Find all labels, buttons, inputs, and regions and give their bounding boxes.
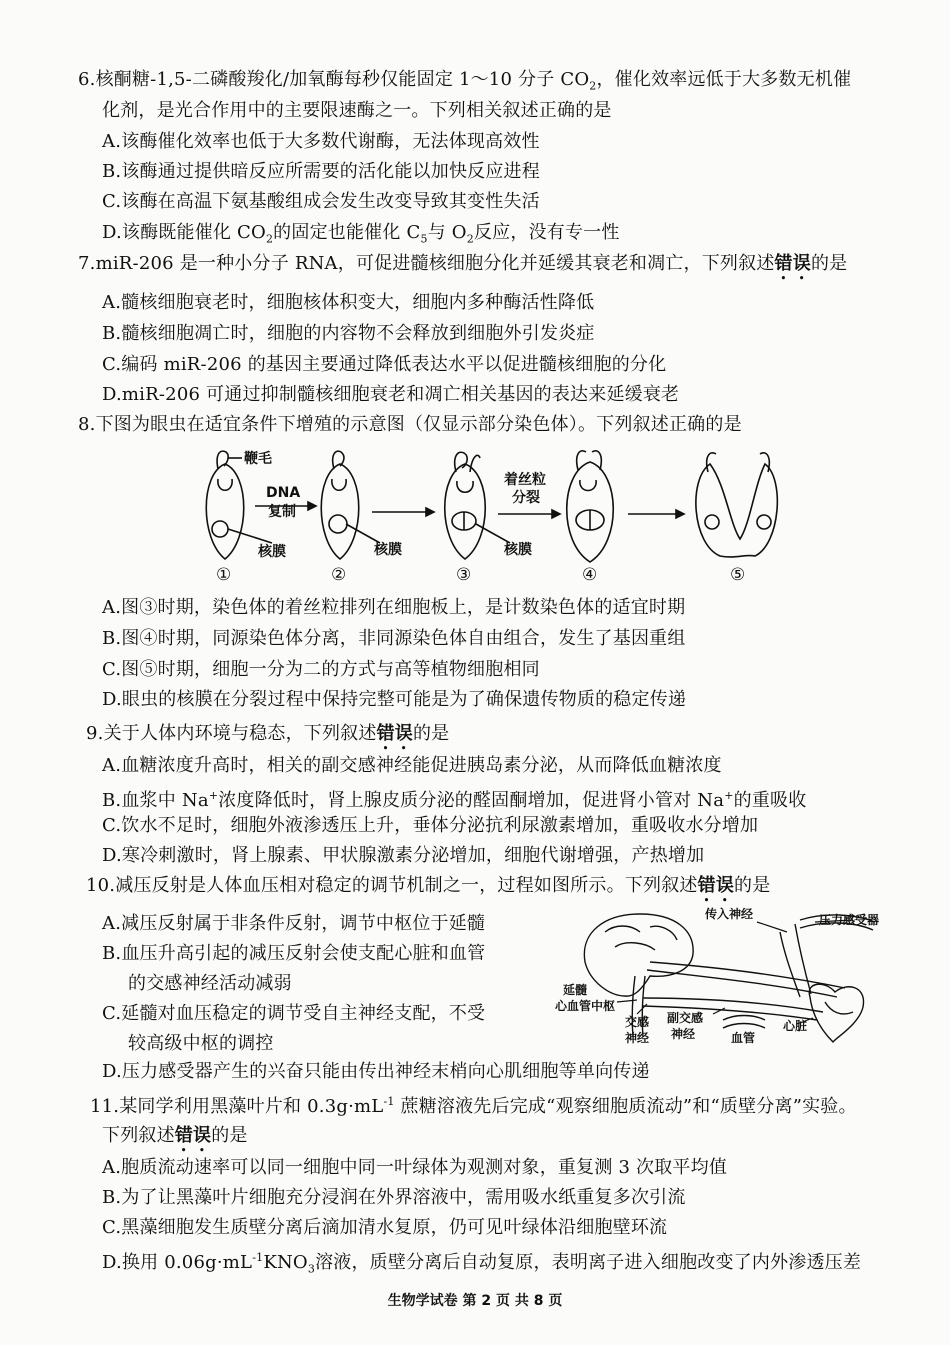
q11-d-tail: 溶液，质壁分离后自动复原，表明离子进入细胞改变了内外渗透压差 [315, 1252, 862, 1273]
dna-label: DNA [266, 485, 301, 501]
q6-stem-line1 [78, 68, 851, 99]
stage-label-5: ⑤ [730, 565, 746, 584]
q10-emphasis: 错误 [697, 875, 735, 896]
page-footer: 生物学试卷 第 2 页 共 8 页 [387, 1293, 563, 1309]
q9-stem-text: 9.关于人体内环境与稳态，下列叙述 [86, 723, 377, 744]
q9-emphasis: 错误 [376, 723, 413, 744]
division-label: 分裂 [512, 490, 540, 506]
q7-stem [78, 252, 847, 284]
nucleus-2 [329, 515, 347, 533]
q11-option-d [102, 1246, 861, 1282]
sympathetic-label-b: 神经 [625, 1031, 650, 1045]
q8-option-d: D.眼虫的核膜在分裂过程中保持完整可能是为了确保遗传物质的稳定传递 [102, 689, 687, 710]
stage-label-4: ④ [582, 565, 598, 584]
nucleus-5b [757, 515, 771, 529]
q10-option-c-line2: 较高级中枢的调控 [128, 1033, 274, 1054]
brain-outline [584, 914, 693, 996]
q7-emphasis: 错误 [774, 253, 811, 274]
baroreflex-figure [555, 902, 900, 1050]
q9-option-c: C.饮水不足时，细胞外液渗透压上升，垂体分泌抗利尿激素增加，重吸收水分增加 [102, 815, 759, 836]
baroreceptor-label: 压力感受器 [819, 913, 880, 927]
q7-option-d: D.miR-206 可通过抑制髓核细胞衰老和凋亡相关基因的表达来延缓衰老 [102, 384, 680, 405]
membrane-leader-1 [228, 529, 272, 543]
q11-option-b: B.为了让黑藻叶片细胞充分浸润在外界溶液中，需用吸水纸重复多次引流 [102, 1187, 686, 1208]
q11-stem-text: 11.某同学利用黑藻叶片和 0.3g·mL [90, 1096, 384, 1117]
medulla-leader [617, 1000, 637, 1002]
q6-d-sub2: 5 [420, 232, 428, 246]
euglena-cell-5 [696, 464, 777, 557]
q11-emphasis: 错误 [174, 1125, 212, 1146]
q10-option-a: A.减压反射属于非条件反射，调节中枢位于延髓 [102, 913, 486, 934]
membrane-leader-2 [346, 524, 380, 543]
nucleus-5a [705, 515, 719, 529]
q9-stem [86, 722, 449, 754]
q7-stem-post: 的是 [810, 253, 848, 274]
afferent-leader [757, 922, 787, 932]
q6-sub: 2 [589, 79, 597, 93]
q6-stem-tail: ，催化效率远低于大多数无机催 [596, 69, 852, 90]
stage-label-1: ① [216, 565, 232, 584]
q7-option-c: C.编码 miR-206 的基因主要通过降低表达水平以促进髓核细胞的分化 [102, 354, 667, 375]
q6-stem-text: 6.核酮糖-1,5-二磷酸羧化/加氧酶每秒仅能固定 1～10 分子 CO [78, 69, 590, 90]
q10-option-d: D.压力感受器产生的兴奋只能由传出神经末梢向心肌细胞等单向传递 [102, 1061, 650, 1082]
afferent-label: 传入神经 [705, 907, 754, 921]
q7-option-b: B.髓核细胞凋亡时，细胞的内容物不会释放到细胞外引发炎症 [102, 323, 595, 344]
euglena-cell-1 [206, 464, 244, 559]
q11-stem2-post: 的是 [211, 1125, 248, 1146]
q8-option-c: C.图⑤时期，细胞一分为二的方式与高等植物细胞相同 [102, 659, 540, 680]
q11-d-text: D.换用 0.06g·mL [102, 1252, 253, 1273]
q11-stem-post: 蔗糖溶液先后完成“观察细胞质流动”和“质壁分离”实验。 [394, 1096, 857, 1117]
stage-label-3: ③ [456, 565, 472, 584]
membrane-label-1: 核膜 [258, 544, 286, 560]
medulla-label-b: 心血管中枢 [555, 999, 616, 1013]
q6-option-d [102, 221, 620, 252]
q7-option-a: A.髓核细胞衰老时，细胞核体积变大，细胞内多种酶活性降低 [102, 292, 595, 313]
q11-stem2-text: 下列叙述 [102, 1125, 175, 1146]
q9-b-sup2: + [724, 789, 734, 802]
q11-stem-line2 [102, 1124, 248, 1156]
q11-stem-sup: -1 [383, 1095, 395, 1108]
q6-option-a: A.该酶催化效率也低于大多数代谢酶，无法体现高效性 [102, 131, 540, 152]
euglena-division-figure [180, 444, 820, 584]
q9-option-d: D.寒冷刺激时，肾上腺素、甲状腺激素分泌增加，细胞代谢增强，产热增加 [102, 845, 705, 866]
q6-d-tail: 反应，没有专一性 [473, 222, 620, 243]
membrane-label-2: 核膜 [374, 542, 402, 558]
q6-d-mid2: 与 O [427, 222, 467, 243]
q11-d-sup: -1 [252, 1251, 264, 1264]
centromere-label: 着丝粒 [504, 472, 546, 488]
q6-option-c: C.该酶在高温下氨基酸组成会发生改变导致其变性失活 [102, 191, 540, 212]
q6-d-mid: 的固定也能催化 C [273, 222, 421, 243]
q6-option-b: B.该酶通过提供暗反应所需要的活化能以加快反应进程 [102, 161, 540, 182]
q11-d-mid: KNO [263, 1252, 308, 1273]
q8-option-b: B.图④时期，同源染色体分离，非同源染色体自由组合，发生了基因重组 [102, 628, 686, 649]
parasympathetic-label-b: 神经 [671, 1027, 696, 1041]
nucleus-1 [212, 521, 228, 537]
euglena-cell-2 [321, 464, 359, 559]
q6-d-sub3: 2 [466, 232, 474, 246]
q11-d-sub: 3 [307, 1262, 316, 1276]
q7-stem-text: 7.miR-206 是一种小分子 RNA，可促进髓核细胞分化并延缓其衰老和凋亡，下列叙述 [78, 253, 775, 274]
replication-label: 复制 [268, 504, 296, 520]
flagellum-label: 鞭毛 [244, 451, 272, 467]
stage-label-2: ② [331, 565, 347, 584]
q9-option-b [102, 784, 806, 813]
q9-b-mid: 浓度降低时，肾上腺皮质分泌的醛固酮增加，促进肾小管对 Na [218, 790, 725, 811]
q9-stem-post: 的是 [412, 723, 450, 744]
q9-b-tail: 的重吸收 [733, 790, 807, 811]
q11-option-c: C.黑藻细胞发生质壁分离后滴加清水复原，仍可见叶绿体沿细胞壁环流 [102, 1217, 668, 1238]
q8-stem: 8.下图为眼虫在适宜条件下增殖的示意图（仅显示部分染色体）。下列叙述正确的是 [78, 414, 742, 435]
vessel-label: 血管 [731, 1031, 756, 1045]
membrane-label-3: 核膜 [504, 542, 532, 558]
parasympathetic-label-a: 副交感 [667, 1011, 704, 1025]
sympathetic-label-a: 交感 [625, 1015, 650, 1029]
q10-option-b-line2: 的交感神经活动减弱 [128, 973, 292, 994]
medulla-label-a: 延髓 [563, 983, 588, 997]
q6-d-sub1: 2 [265, 232, 274, 246]
q10-stem-post: 的是 [734, 875, 771, 896]
q9-option-a: A.血糖浓度升高时，相关的副交感神经能促进胰岛素分泌，从而降低血糖浓度 [102, 755, 722, 776]
q11-option-a: A.胞质流动速率可以同一细胞中同一叶绿体为观测对象，重复测 3 次取平均值 [102, 1157, 728, 1178]
q6-stem-line2: 化剂，是光合作用中的主要限速酶之一。下列相关叙述正确的是 [102, 100, 612, 121]
q11-stem-line1 [90, 1090, 857, 1119]
q10-option-c-line1: C.延髓对血压稳定的调节受自主神经支配，不受 [102, 1003, 486, 1024]
q9-b-text: B.血浆中 Na [102, 790, 209, 811]
heart-label: 心脏 [783, 1019, 808, 1033]
q10-stem-text: 10.减压反射是人体血压相对稳定的调节机制之一，过程如图所示。下列叙述 [86, 875, 698, 896]
q10-option-b-line1: B.血压升高引起的减压反射会使支配心脏和血管 [102, 943, 486, 964]
q6-d-text: D.该酶既能催化 CO [102, 222, 266, 243]
q8-option-a: A.图③时期，染色体的着丝粒排列在细胞板上，是计数染色体的适宜时期 [102, 597, 686, 618]
q9-b-sup1: + [208, 789, 219, 802]
